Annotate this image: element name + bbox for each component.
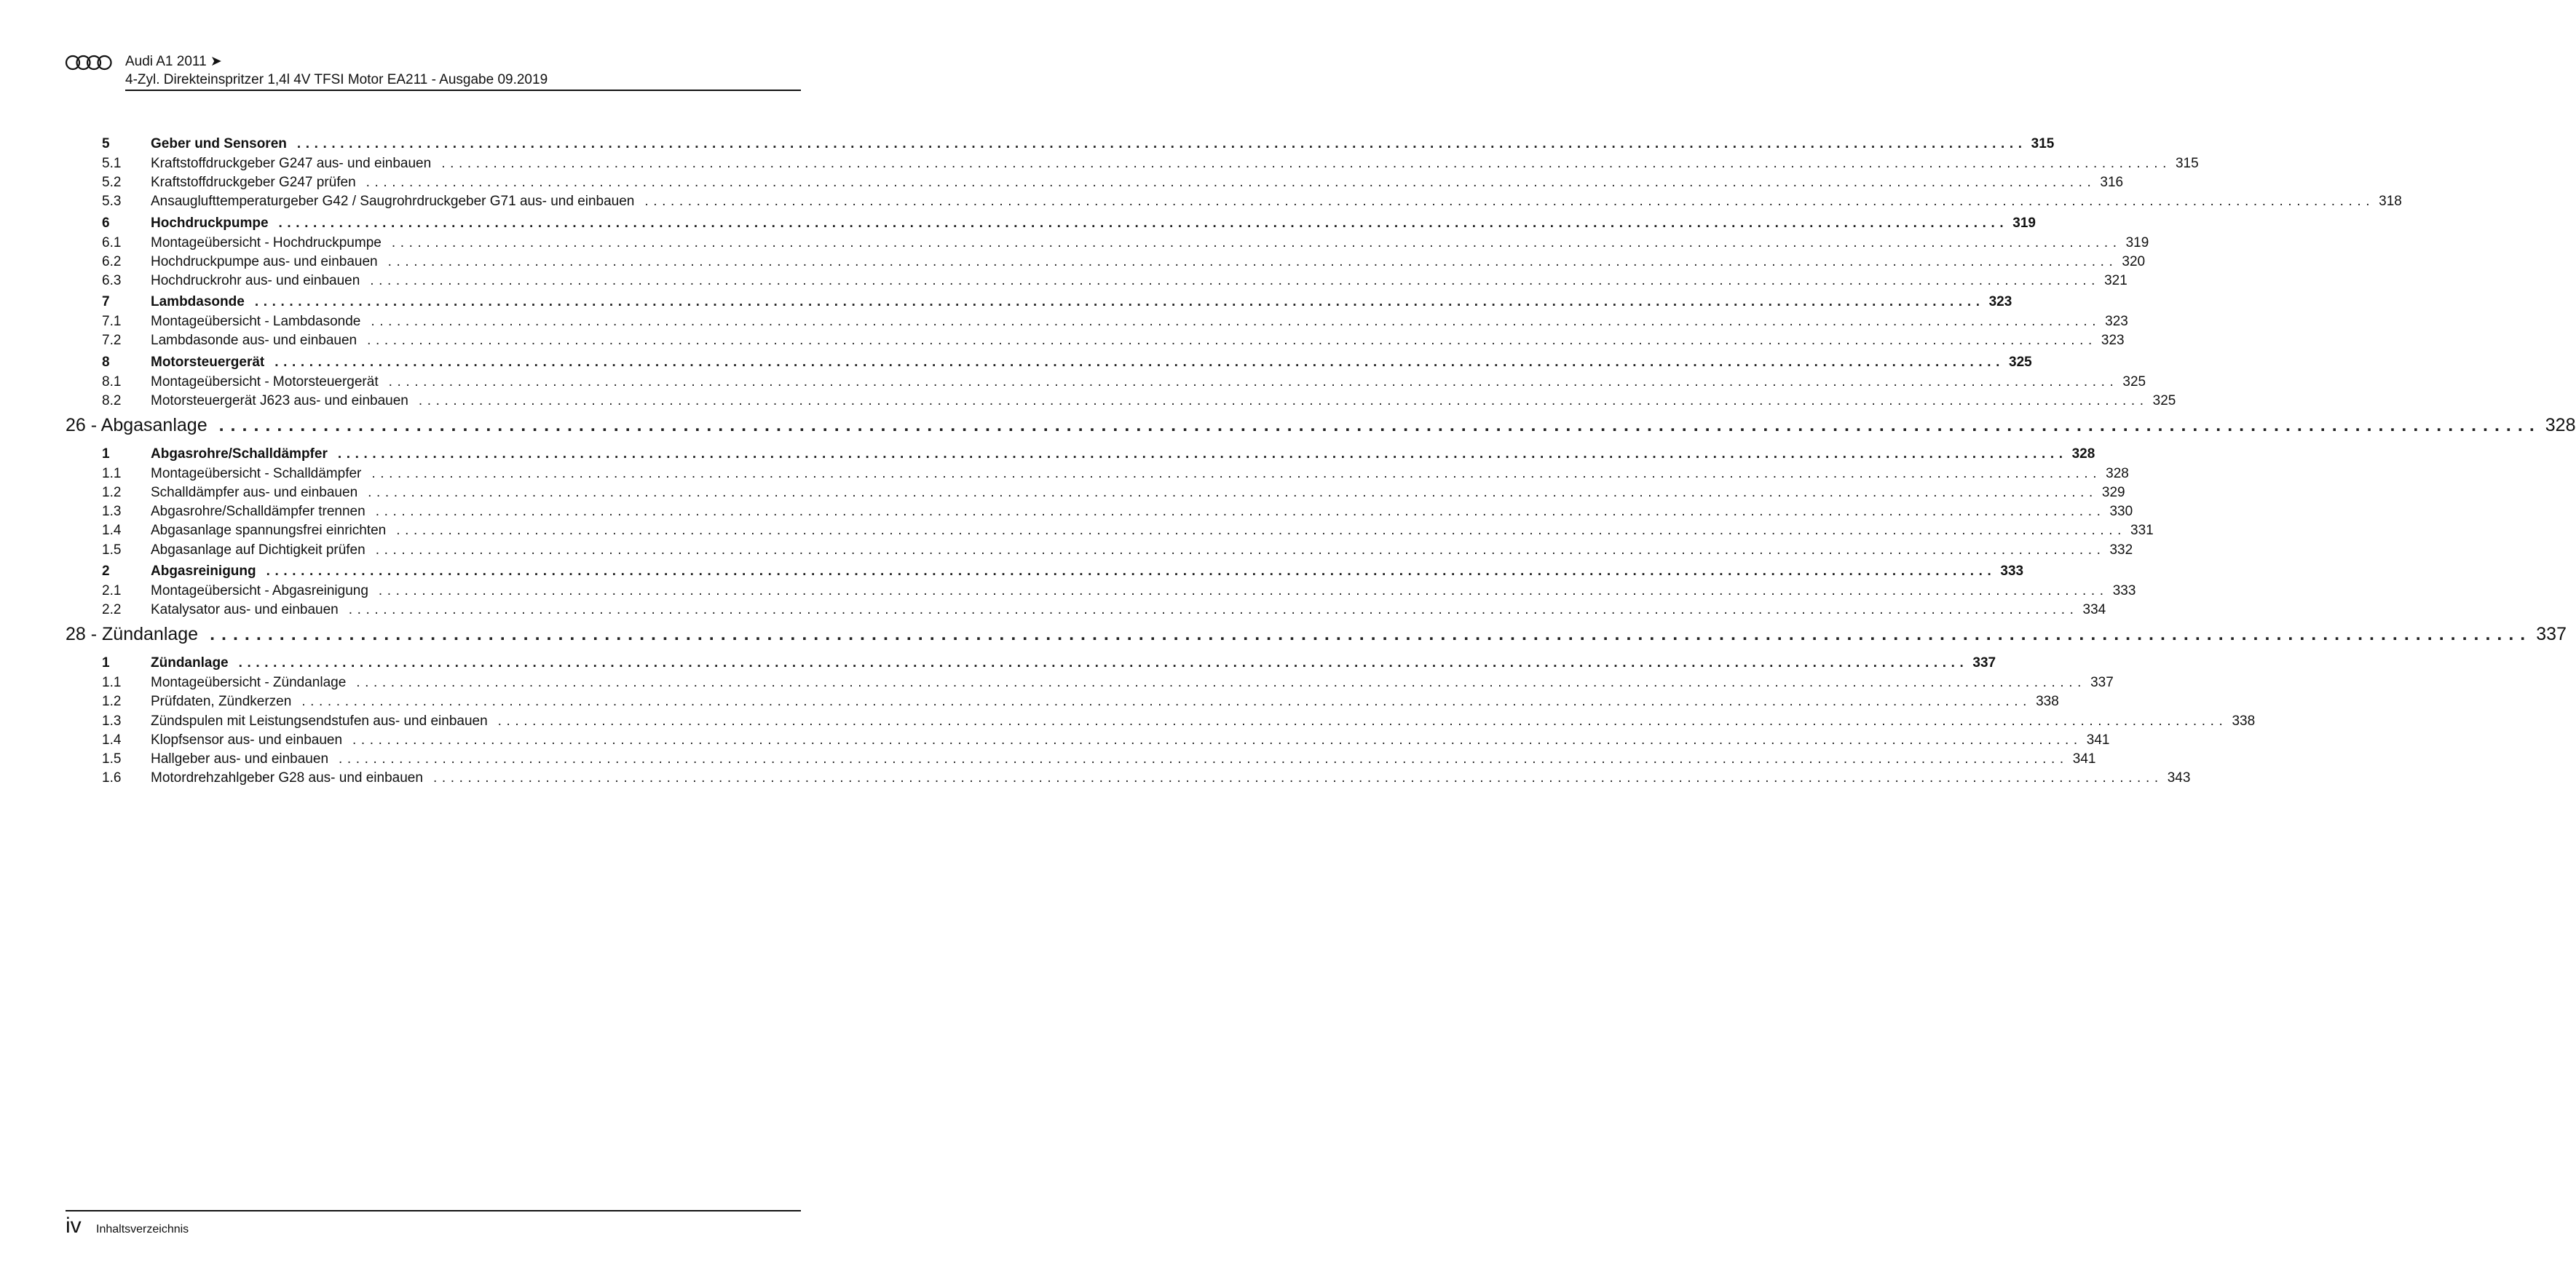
toc-dot-leader: ........................................................................................................................................................................................................ bbox=[378, 582, 2109, 598]
toc-dot-leader: ........................................................................................................................................................................................................ bbox=[418, 392, 2149, 408]
toc-dot-leader: ........................................................................................................................................................................................................ bbox=[370, 272, 2101, 288]
toc-dot-leader: ........................................................................................................................................................................................................ bbox=[432, 770, 2163, 786]
toc-entry-page: 321 bbox=[2104, 272, 2127, 288]
toc-entry-line bbox=[151, 156, 2199, 172]
toc-dot-leader: ........................................................................................................................................................................................................ bbox=[371, 314, 2101, 330]
toc-entry-number: 1.1 bbox=[102, 675, 122, 691]
toc-entry-line bbox=[151, 215, 2036, 232]
toc-entry-number: 8.2 bbox=[102, 392, 122, 408]
toc-entry-line bbox=[151, 504, 2133, 520]
toc-entry-title: Montageübersicht - Motorsteuergerät bbox=[151, 374, 389, 390]
toc-item-row[interactable] bbox=[66, 371, 2146, 390]
toc-entry-page: 341 bbox=[2086, 732, 2110, 748]
toc-entry-line bbox=[151, 751, 2096, 767]
toc-entry-page: 318 bbox=[2379, 194, 2402, 210]
toc-entry-page: 328 bbox=[2545, 414, 2576, 435]
toc-entry-title: Montageübersicht - Hochdruckpumpe bbox=[151, 235, 392, 251]
toc-entry-page: 332 bbox=[2109, 542, 2133, 558]
toc-entry-line bbox=[151, 175, 2124, 191]
toc-entry-number: 6.1 bbox=[102, 234, 122, 250]
toc-item-row[interactable] bbox=[66, 232, 2149, 251]
toc-entry-title: Katalysator aus- und einbauen bbox=[151, 602, 349, 618]
toc-entry-line bbox=[151, 465, 2129, 482]
toc-item-row[interactable] bbox=[66, 463, 2129, 482]
footer-rule bbox=[66, 1210, 801, 1211]
toc-dot-leader: ........................................................................................................................................................................................................ bbox=[278, 215, 2009, 231]
toc-entry-line bbox=[151, 694, 2059, 710]
toc-entry-page: 337 bbox=[2090, 675, 2114, 691]
toc-entry-number: 1.6 bbox=[102, 770, 122, 786]
toc-section-row[interactable] bbox=[66, 289, 2012, 311]
toc-entry-page: 323 bbox=[2105, 314, 2128, 330]
toc-dot-leader: ........................................................................................................................................................................................................ bbox=[388, 373, 2119, 390]
toc-dot-leader: ........................................................................................................................................................................................................ bbox=[254, 294, 1985, 310]
toc-entry-page: 323 bbox=[2101, 333, 2125, 349]
toc-dot-leader: ........................................................................................................................................................................................................ bbox=[396, 523, 2126, 539]
toc-item-row[interactable] bbox=[66, 672, 2114, 691]
toc-entry-line bbox=[151, 602, 2106, 618]
toc-entry-number: 5 bbox=[102, 136, 110, 151]
toc-entry-title: Montageübersicht - Zündanlage bbox=[151, 675, 356, 691]
toc-entry-title: Montageübersicht - Schalldämpfer bbox=[151, 466, 371, 482]
toc-entry-number: 1.2 bbox=[102, 694, 122, 710]
toc-item-row[interactable] bbox=[66, 599, 2106, 618]
toc-entry-line bbox=[151, 655, 1996, 671]
toc-entry-line bbox=[151, 136, 2055, 152]
toc-entry-number: 5.1 bbox=[102, 156, 122, 171]
toc-item-row[interactable] bbox=[66, 172, 2124, 191]
toc-dot-leader: ........................................................................................................................................................................................................ bbox=[348, 602, 2079, 617]
toc-entry-title: Schalldämpfer aus- und einbauen bbox=[151, 485, 368, 501]
toc-entry-page: 316 bbox=[2100, 175, 2124, 191]
toc-section-row[interactable] bbox=[66, 131, 2055, 153]
toc-item-row[interactable] bbox=[66, 191, 2402, 210]
toc-entry-page: 333 bbox=[2000, 563, 2024, 579]
toc-entry-page: 320 bbox=[2122, 253, 2146, 269]
toc-section-row[interactable] bbox=[66, 210, 2036, 232]
toc-entry-title: Abgasanlage auf Dichtigkeit prüfen bbox=[151, 542, 376, 558]
toc-item-row[interactable] bbox=[66, 482, 2125, 501]
toc-entry-title: 26 - Abgasanlage bbox=[66, 415, 219, 435]
toc-entry-line bbox=[151, 446, 2095, 462]
toc-entry-title: 28 - Zündanlage bbox=[66, 624, 210, 644]
toc-dot-leader: ........................................................................................................................................................................................................ bbox=[296, 136, 2027, 151]
toc-entry-title: Hochdruckrohr aus- und einbauen bbox=[151, 273, 370, 289]
toc-entry-number: 1 bbox=[102, 446, 110, 462]
toc-item-row[interactable] bbox=[66, 390, 2176, 409]
toc-dot-leader: ........................................................................................................................................................................................................ bbox=[210, 624, 2532, 645]
toc-entry-line bbox=[151, 234, 2149, 251]
toc-entry-number: 1.5 bbox=[102, 542, 122, 558]
toc-dot-leader: ........................................................................................................................................................................................................ bbox=[497, 713, 2228, 729]
header-rule bbox=[125, 90, 801, 91]
toc-entry-page: 343 bbox=[2167, 770, 2191, 786]
toc-dot-leader: ........................................................................................................................................................................................................ bbox=[301, 694, 2032, 710]
toc-item-row[interactable] bbox=[66, 580, 2136, 599]
toc-chapter-row[interactable] bbox=[66, 618, 2567, 650]
toc-entry-line bbox=[151, 563, 2024, 580]
toc-entry-number: 5.3 bbox=[102, 194, 122, 210]
toc-entry-page: 341 bbox=[2072, 751, 2096, 767]
toc-dot-leader: ........................................................................................................................................................................................................ bbox=[375, 542, 2106, 558]
table-of-contents bbox=[66, 131, 2576, 786]
toc-entry-page: 319 bbox=[2012, 215, 2036, 231]
toc-dot-leader: ........................................................................................................................................................................................................ bbox=[238, 655, 1969, 671]
toc-entry-page: 323 bbox=[1988, 294, 2012, 310]
toc-entry-line bbox=[151, 713, 2256, 730]
toc-item-row[interactable] bbox=[66, 251, 2146, 270]
toc-entry-page: 338 bbox=[2036, 694, 2059, 710]
toc-entry-page: 315 bbox=[2175, 156, 2199, 171]
toc-entry-page: 330 bbox=[2109, 504, 2133, 520]
toc-entry-title: Geber und Sensoren bbox=[151, 136, 297, 152]
toc-entry-title: Motorsteuergerät bbox=[151, 355, 274, 371]
toc-dot-leader: ........................................................................................................................................................................................................ bbox=[366, 175, 2096, 191]
toc-entry-page: 338 bbox=[2232, 713, 2256, 729]
toc-item-row[interactable] bbox=[66, 501, 2133, 520]
toc-chapter-row[interactable] bbox=[66, 409, 2576, 441]
toc-entry-title: Lambdasonde bbox=[151, 294, 255, 310]
toc-entry-line bbox=[151, 294, 2012, 310]
audi-rings-icon bbox=[66, 54, 112, 71]
toc-entry-line bbox=[151, 194, 2402, 210]
toc-entry-title: Hallgeber aus- und einbauen bbox=[151, 751, 339, 767]
toc-entry-number: 6.2 bbox=[102, 253, 122, 269]
toc-entry-title: Kraftstoffdruckgeber G247 aus- und einbauen bbox=[151, 156, 441, 172]
toc-entry-number: 5.2 bbox=[102, 175, 122, 191]
toc-entry-title: Abgasrohre/Schalldämpfer bbox=[151, 446, 338, 462]
toc-item-row[interactable] bbox=[66, 153, 2199, 172]
toc-entry-line bbox=[151, 253, 2146, 270]
toc-entry-number: 7.2 bbox=[102, 333, 122, 349]
toc-entry-title: Motordrehzahlgeber G28 aus- und einbauen bbox=[151, 770, 433, 786]
toc-entry-line bbox=[151, 272, 2127, 289]
toc-entry-line bbox=[151, 354, 2032, 371]
toc-dot-leader: ........................................................................................................................................................................................................ bbox=[356, 675, 2087, 691]
toc-entry-title: Zündanlage bbox=[151, 655, 239, 671]
page-header bbox=[66, 52, 801, 90]
toc-dot-leader: ........................................................................................................................................................................................................ bbox=[352, 732, 2082, 748]
toc-dot-leader: ........................................................................................................................................................................................................ bbox=[387, 253, 2118, 269]
toc-entry-number: 1.1 bbox=[102, 465, 122, 481]
footer-page-number: iv bbox=[66, 1214, 82, 1238]
toc-entry-line bbox=[66, 414, 2576, 435]
toc-item-row[interactable] bbox=[66, 539, 2133, 558]
toc-entry-line bbox=[151, 373, 2146, 390]
toc-entry-title: Abgasreinigung bbox=[151, 564, 266, 580]
toc-entry-number: 2.2 bbox=[102, 602, 122, 617]
header-model-title: Audi A1 2011 ➤ bbox=[125, 54, 222, 69]
toc-entry-number: 1.3 bbox=[102, 713, 122, 729]
toc-entry-number: 1.4 bbox=[102, 732, 122, 748]
toc-entry-page: 328 bbox=[2071, 446, 2095, 462]
toc-dot-leader: ........................................................................................................................................................................................................ bbox=[218, 414, 2541, 435]
toc-entry-title: Montageübersicht - Lambdasonde bbox=[151, 314, 371, 330]
footer-label: Inhaltsverzeichnis bbox=[96, 1223, 189, 1236]
toc-entry-line bbox=[151, 542, 2133, 558]
toc-entry-title: Lambdasonde aus- und einbauen bbox=[151, 333, 367, 349]
toc-entry-page: 328 bbox=[2106, 465, 2129, 481]
toc-entry-number: 1 bbox=[102, 655, 110, 671]
toc-entry-page: 325 bbox=[2009, 354, 2032, 370]
toc-item-row[interactable] bbox=[66, 767, 2191, 786]
toc-entry-page: 337 bbox=[1972, 655, 1996, 671]
toc-item-row[interactable] bbox=[66, 311, 2128, 330]
toc-dot-leader: ........................................................................................................................................................................................................ bbox=[274, 354, 2005, 370]
toc-entry-number: 1.5 bbox=[102, 751, 122, 767]
toc-dot-leader: ........................................................................................................................................................................................................ bbox=[375, 504, 2106, 520]
toc-entry-number: 8 bbox=[102, 354, 110, 370]
toc-entry-line bbox=[151, 314, 2128, 330]
toc-section-row[interactable] bbox=[66, 558, 2024, 580]
toc-entry-number: 8.1 bbox=[102, 373, 122, 390]
toc-dot-leader: ........................................................................................................................................................................................................ bbox=[337, 446, 2068, 462]
toc-entry-number: 7 bbox=[102, 294, 110, 310]
toc-item-row[interactable] bbox=[66, 330, 2125, 349]
toc-entry-line bbox=[151, 485, 2125, 501]
toc-dot-leader: ........................................................................................................................................................................................................ bbox=[367, 333, 2097, 349]
toc-item-row[interactable] bbox=[66, 730, 2110, 748]
toc-section-row[interactable] bbox=[66, 349, 2032, 371]
toc-entry-title: Prüfdaten, Zündkerzen bbox=[151, 694, 301, 710]
toc-entry-title: Montageübersicht - Abgasreinigung bbox=[151, 583, 379, 599]
toc-entry-page: 319 bbox=[2125, 234, 2149, 250]
toc-item-row[interactable] bbox=[66, 748, 2096, 767]
toc-item-row[interactable] bbox=[66, 711, 2256, 730]
toc-entry-line bbox=[151, 732, 2110, 748]
toc-entry-number: 7.1 bbox=[102, 314, 122, 330]
toc-entry-line bbox=[151, 675, 2114, 691]
toc-entry-title: Zündspulen mit Leistungsendstufen aus- und einbauen bbox=[151, 713, 498, 730]
toc-entry-number: 1.2 bbox=[102, 485, 122, 501]
toc-entry-number: 1.4 bbox=[102, 523, 122, 539]
toc-entry-title: Hochdruckpumpe bbox=[151, 216, 279, 232]
toc-entry-page: 325 bbox=[2122, 373, 2146, 390]
toc-entry-page: 333 bbox=[2112, 582, 2136, 598]
header-engine-subtitle: 4-Zyl. Direkteinspritzer 1,4l 4V TFSI Motor EA211 - Ausgabe 09.2019 bbox=[125, 72, 548, 87]
toc-entry-title: Ansauglufttemperaturgeber G42 / Saugrohrdruckgeber G71 aus- und einbauen bbox=[151, 194, 644, 210]
toc-section-row[interactable] bbox=[66, 441, 2095, 463]
toc-entry-number: 2 bbox=[102, 563, 110, 579]
toc-entry-line bbox=[151, 770, 2191, 786]
toc-entry-number: 6.3 bbox=[102, 272, 122, 288]
toc-entry-line bbox=[151, 582, 2136, 599]
toc-dot-leader: ........................................................................................................................................................................................................ bbox=[441, 156, 2171, 171]
toc-entry-line bbox=[151, 333, 2125, 349]
toc-entry-page: 315 bbox=[2031, 136, 2055, 151]
toc-entry-number: 6 bbox=[102, 215, 110, 231]
toc-dot-leader: ........................................................................................................................................................................................................ bbox=[391, 234, 2122, 250]
toc-entry-number: 1.3 bbox=[102, 504, 122, 520]
toc-entry-line bbox=[66, 624, 2567, 645]
toc-entry-line bbox=[151, 392, 2176, 409]
toc-dot-leader: ........................................................................................................................................................................................................ bbox=[339, 751, 2069, 767]
toc-entry-number: 2.1 bbox=[102, 582, 122, 598]
toc-entry-title: Abgasanlage spannungsfrei einrichten bbox=[151, 523, 396, 539]
toc-dot-leader: ........................................................................................................................................................................................................ bbox=[644, 194, 2375, 210]
toc-entry-page: 337 bbox=[2536, 624, 2567, 645]
toc-dot-leader: ........................................................................................................................................................................................................ bbox=[266, 563, 1996, 579]
toc-entry-page: 329 bbox=[2101, 485, 2125, 501]
toc-entry-title: Abgasrohre/Schalldämpfer trennen bbox=[151, 504, 376, 520]
toc-entry-line bbox=[151, 523, 2154, 539]
toc-entry-title: Motorsteuergerät J623 aus- und einbauen bbox=[151, 393, 419, 409]
toc-entry-title: Hochdruckpumpe aus- und einbauen bbox=[151, 254, 388, 270]
toc-section-row[interactable] bbox=[66, 650, 1996, 672]
toc-entry-title: Kraftstoffdruckgeber G247 prüfen bbox=[151, 175, 366, 191]
toc-entry-page: 334 bbox=[2082, 602, 2106, 617]
toc-item-row[interactable] bbox=[66, 520, 2154, 539]
toc-item-row[interactable] bbox=[66, 270, 2127, 289]
toc-entry-page: 325 bbox=[2152, 392, 2176, 408]
toc-dot-leader: ........................................................................................................................................................................................................ bbox=[371, 465, 2102, 481]
toc-entry-title: Klopfsensor aus- und einbauen bbox=[151, 732, 352, 748]
toc-dot-leader: ........................................................................................................................................................................................................ bbox=[368, 485, 2098, 501]
toc-entry-page: 331 bbox=[2130, 523, 2154, 539]
toc-item-row[interactable] bbox=[66, 691, 2059, 710]
